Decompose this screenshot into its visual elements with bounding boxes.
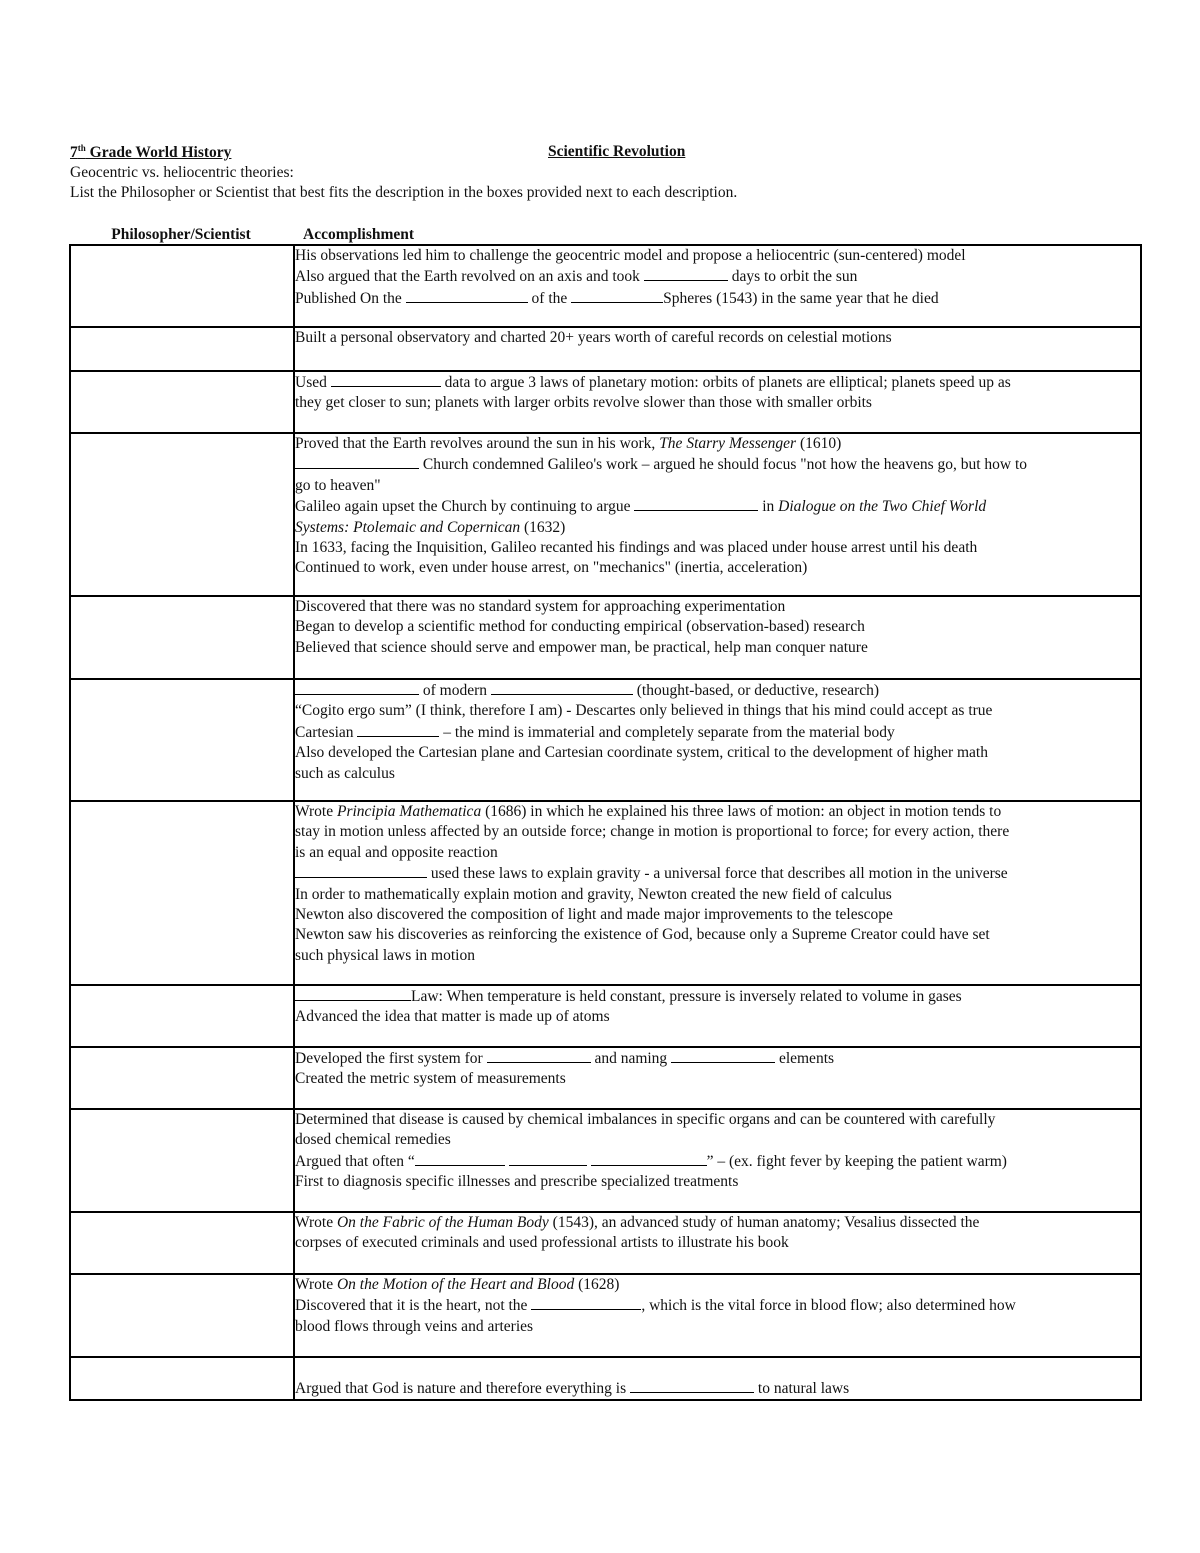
answer-cell[interactable]	[70, 245, 294, 327]
fill-in-blank[interactable]	[509, 1151, 587, 1166]
answer-cell[interactable]	[70, 985, 294, 1047]
answer-cell[interactable]	[70, 596, 294, 679]
table-row	[70, 679, 1141, 801]
table-row	[70, 433, 1141, 596]
fill-in-blank[interactable]	[295, 863, 427, 878]
document-title: Scientific Revolution	[548, 143, 686, 160]
answer-cell[interactable]	[70, 1274, 294, 1357]
description-cell: Wrote Principia Mathematica (1686) in which he explained his three laws of motion: an object in motion tends to stay in motion unless affected by an outside force; change in motion is proportional to force; for every action, there is an equal and opposite reaction used these laws to explain gravity - a universal force that describes all motion in the universe In order to mathematically explain motion and gravity, Newton created the new field of calculus Newton also discovered the composition of light and made major improvements to the telescope Newton saw his discoveries as reinforcing the existence of God, because only a Supreme Creator could have set such physical laws in motion	[294, 801, 1141, 985]
worksheet-table	[69, 244, 1142, 1401]
table-row	[70, 1357, 1141, 1400]
fill-in-blank[interactable]	[571, 288, 663, 303]
description-cell: His observations led him to challenge the geocentric model and propose a heliocentric (sun-centered) model Also argued that the Earth revolved on an axis and took days to orbit the sun Published On the of the Spheres (1543) in the same year that he died	[294, 245, 1141, 327]
answer-cell[interactable]	[70, 801, 294, 985]
fill-in-blank[interactable]	[295, 986, 411, 1001]
answer-cell[interactable]	[70, 1212, 294, 1274]
fill-in-blank[interactable]	[630, 1378, 754, 1393]
description-cell: Law: When temperature is held constant, pressure is inversely related to volume in gases Advanced the idea that matter is made up of atoms	[294, 985, 1141, 1047]
fill-in-blank[interactable]	[295, 454, 419, 469]
table-row	[70, 1047, 1141, 1109]
table-row	[70, 985, 1141, 1047]
fill-in-blank[interactable]	[671, 1048, 775, 1063]
header	[70, 143, 1150, 163]
fill-in-blank[interactable]	[591, 1151, 707, 1166]
fill-in-blank[interactable]	[295, 680, 419, 695]
fill-in-blank[interactable]	[531, 1295, 641, 1310]
table-row	[70, 1274, 1141, 1357]
column-header-name: Philosopher/Scientist	[111, 226, 251, 243]
answer-cell[interactable]	[70, 327, 294, 371]
fill-in-blank[interactable]	[415, 1151, 505, 1166]
table-row	[70, 245, 1141, 327]
fill-in-blank[interactable]	[634, 496, 758, 511]
fill-in-blank[interactable]	[491, 680, 633, 695]
answer-cell[interactable]	[70, 679, 294, 801]
table-row	[70, 371, 1141, 433]
fill-in-blank[interactable]	[644, 266, 728, 281]
course-title: 7th Grade World History	[70, 143, 232, 162]
description-cell: Wrote On the Fabric of the Human Body (1543), an advanced study of human anatomy; Vesalius dissected the corpses of executed criminals and used professional artists to illustrate his book	[294, 1212, 1141, 1274]
fill-in-blank[interactable]	[357, 722, 439, 737]
answer-cell[interactable]	[70, 1357, 294, 1400]
description-cell: Argued that God is nature and therefore everything is to natural laws	[294, 1357, 1141, 1400]
answer-cell[interactable]	[70, 1047, 294, 1109]
table-row	[70, 1109, 1141, 1212]
subtitle: Geocentric vs. heliocentric theories:	[70, 164, 294, 181]
table-row	[70, 1212, 1141, 1274]
answer-cell[interactable]	[70, 371, 294, 433]
description-cell: Determined that disease is caused by chemical imbalances in specific organs and can be countered with carefully dosed chemical remedies Argued that often “ ” – (ex. fight fever by keeping the patient warm) First to diagnosis specific illnesses and prescribe specialized treatments	[294, 1109, 1141, 1212]
description-cell: Proved that the Earth revolves around the sun in his work, The Starry Messenger (1610) Church condemned Galileo's work – argued he should focus "not how the heavens go, but how to go to heaven" Galileo again upset the Church by continuing to argue in Dialogue on the Two Chief World Systems: Ptolemaic and Copernican (1632) In 1633, facing the Inquisition, Galileo recanted his findings and was placed under house arrest until his death Continued to work, even under house arrest, on "mechanics" (inertia, acceleration)	[294, 433, 1141, 596]
table-row	[70, 596, 1141, 679]
answer-cell[interactable]	[70, 433, 294, 596]
instructions: List the Philosopher or Scientist that best fits the description in the boxes provided next to each description.	[70, 184, 738, 201]
description-cell: Built a personal observatory and charted 20+ years worth of careful records on celestial motions	[294, 327, 1141, 371]
fill-in-blank[interactable]	[331, 372, 441, 387]
fill-in-blank[interactable]	[487, 1048, 591, 1063]
description-cell: Discovered that there was no standard system for approaching experimentation Began to develop a scientific method for conducting empirical (observation-based) research Believed that science should serve and empower man, be practical, help man conquer nature	[294, 596, 1141, 679]
column-header-accomplishment: Accomplishment	[303, 226, 415, 243]
description-cell: of modern (thought-based, or deductive, research) “Cogito ergo sum” (I think, therefore I am) - Descartes only believed in things that his mind could accept as true Cartesian – the mind is immaterial and completely separate from the material body Also developed the Cartesian plane and Cartesian coordinate system, critical to the development of higher math such as calculus	[294, 679, 1141, 801]
description-cell: Wrote On the Motion of the Heart and Blood (1628) Discovered that it is the heart, not the , which is the vital force in blood flow; also determined how blood flows through veins and arteries	[294, 1274, 1141, 1357]
table-row	[70, 327, 1141, 371]
table-row	[70, 801, 1141, 985]
description-cell: Used data to argue 3 laws of planetary motion: orbits of planets are elliptical; planets speed up as they get closer to sun; planets with larger orbits revolve slower than those with smaller orbits	[294, 371, 1141, 433]
description-cell: Developed the first system for and naming elements Created the metric system of measurements	[294, 1047, 1141, 1109]
fill-in-blank[interactable]	[406, 288, 528, 303]
answer-cell[interactable]	[70, 1109, 294, 1212]
